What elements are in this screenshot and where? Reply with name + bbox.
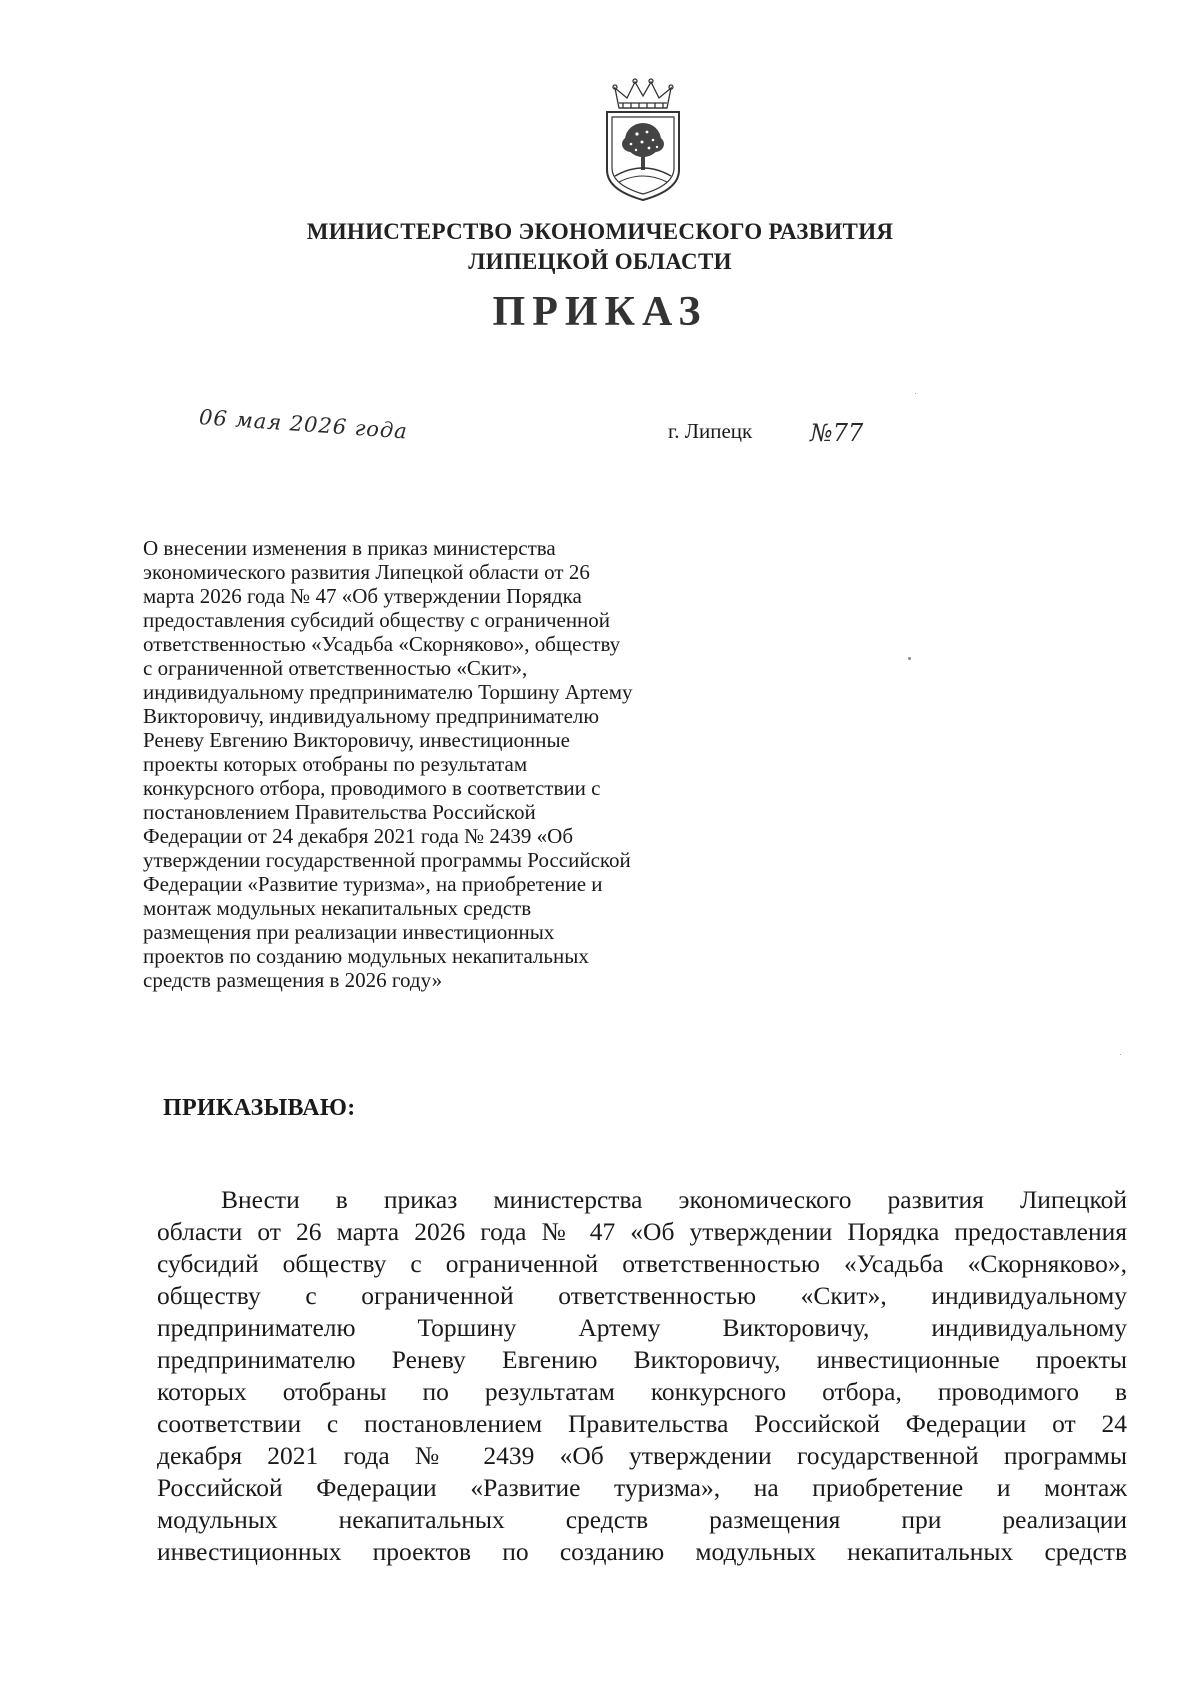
body-line: соответствии с постановлением Правительства Российской Федерации от 24 — [157, 1409, 1127, 1438]
body-line: предпринимателю Торшину Артему Викторовичу, индивидуальному — [157, 1313, 1127, 1342]
subject-line: средств размещения в 2026 году» — [143, 968, 443, 992]
scan-speck — [908, 657, 911, 660]
subject-line: размещения при реализации инвестиционных — [143, 920, 555, 944]
order-subject — [143, 536, 763, 992]
subject-line: Викторовичу, индивидуальному предпринимателю — [143, 704, 600, 728]
body-line: области от 26 марта 2026 года № 47 «Об утверждении Порядка предоставления — [157, 1217, 1127, 1246]
body-line: обществу с ограниченной ответственностью «Скит», индивидуальному — [157, 1281, 1127, 1310]
subject-line: предоставления субсидий обществу с ограниченной — [143, 608, 611, 632]
order-body — [157, 1184, 1127, 1568]
scan-speck — [915, 393, 916, 394]
subject-line: утверждении государственной программы Российской — [143, 848, 631, 872]
document-type-title: ПРИКАЗ — [492, 289, 708, 335]
body-line: которых отобраны по результатам конкурсного отбора, проводимого в — [157, 1377, 1127, 1406]
body-line: декабря 2021 года № 2439 «Об утверждении государственной программы — [157, 1441, 1127, 1470]
lipetsk-coat-of-arms-icon — [601, 78, 685, 204]
subject-line: Федерации «Развитие туризма», на приобретение и — [143, 872, 603, 896]
subject-line: экономического развития Липецкой области от 26 — [143, 560, 590, 584]
subject-line: марта 2026 года № 47 «Об утверждении Порядка — [143, 584, 582, 608]
scan-speck — [1120, 1054, 1121, 1055]
subject-line: О внесении изменения в приказ министерства — [143, 536, 556, 560]
subject-line: ответственностью «Усадьба «Скорняково», обществу — [143, 632, 621, 656]
subject-line: монтаж модульных некапитальных средств — [143, 896, 532, 920]
body-line: Российской Федерации «Развитие туризма», на приобретение и монтаж — [157, 1473, 1127, 1502]
order-city: г. Липецк — [668, 419, 753, 443]
subject-line: проекты которых отобраны по результатам — [143, 752, 528, 776]
body-line: субсидий обществу с ограниченной ответственностью «Усадьба «Скорняково», — [157, 1249, 1127, 1278]
directive-heading: ПРИКАЗЫВАЮ: — [163, 1095, 356, 1121]
subject-line: постановлением Правительства Российской — [143, 800, 536, 824]
subject-line: с ограниченной ответственностью «Скит», — [143, 656, 528, 680]
subject-line: Реневу Евгению Викторовичу, инвестиционные — [143, 728, 570, 752]
order-number: №77 — [810, 419, 864, 447]
subject-line: Федерации от 24 декабря 2021 года № 2439 «Об — [143, 824, 574, 848]
body-line: инвестиционных проектов по созданию модульных некапитальных средств — [157, 1537, 1127, 1566]
subject-line: индивидуальному предпринимателю Торшину Артему — [143, 680, 633, 704]
ministry-name-line2: ЛИПЕЦКОЙ ОБЛАСТИ — [468, 249, 732, 274]
order-date: 06 мая 2026 года — [198, 405, 409, 444]
body-line: предпринимателю Реневу Евгению Викторовичу, инвестиционные проекты — [157, 1345, 1127, 1374]
body-line: модульных некапитальных средств размещения при реализации — [157, 1505, 1127, 1534]
ministry-name-line1: МИНИСТЕРСТВО ЭКОНОМИЧЕСКОГО РАЗВИТИЯ — [306, 219, 894, 244]
body-line: Внести в приказ министерства экономического развития Липецкой — [221, 1185, 1127, 1214]
subject-line: конкурсного отбора, проводимого в соответствии с — [143, 776, 601, 800]
subject-line: проектов по созданию модульных некапитальных — [143, 944, 589, 968]
